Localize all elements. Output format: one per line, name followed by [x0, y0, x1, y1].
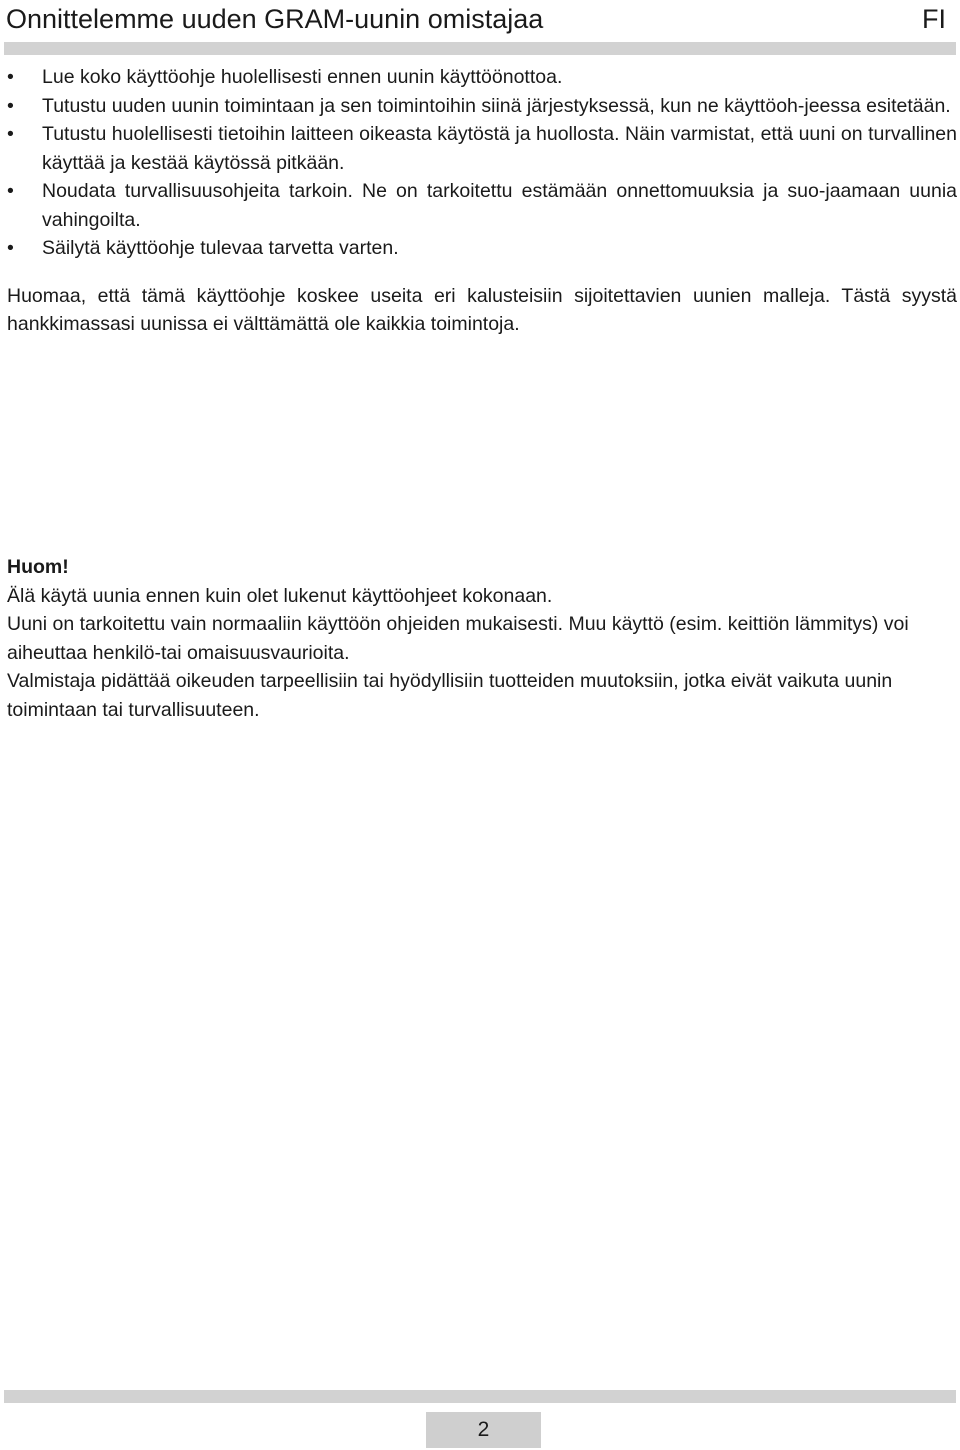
main-content: [7, 63, 957, 339]
bullet-marker: •: [7, 237, 14, 259]
list-item: [7, 177, 957, 234]
list-item-text: Säilytä käyttöohje tulevaa tarvetta varten.: [42, 237, 399, 259]
list-item: [7, 92, 957, 121]
page-header: [6, 0, 954, 38]
warning-line: Älä käytä uunia ennen kuin olet lukenut käyttöohjeet kokonaan.: [7, 584, 553, 607]
intro-list: [7, 63, 957, 263]
list-item-text: Tutustu huolellisesti tietoihin laitteen oikeasta käytöstä ja huollosta. Näin varmistat, että uuni on turvallinen käyttää ja kestää käytössä pitkään.: [42, 123, 957, 174]
warning-section: [7, 553, 947, 724]
list-item: [7, 120, 957, 177]
list-item-text: Noudata turvallisuusohjeita tarkoin. Ne on tarkoitettu estämään onnettomuuksia ja suo-jaamaan uunia vahingoilta.: [42, 180, 957, 231]
bullet-marker: •: [7, 123, 14, 145]
list-item: [7, 234, 957, 263]
bullet-marker: •: [7, 66, 14, 88]
header-divider-bar: [4, 42, 956, 55]
language-code: FI: [922, 4, 946, 34]
list-item-text: Lue koko käyttöohje huolellisesti ennen uunin käyttöönottoa.: [42, 66, 563, 88]
models-note: Huomaa, että tämä käyttöohje koskee useita eri kalusteisiin sijoitettavien uunien malleja. Tästä syystä hankkimassasi uunissa ei välttämättä ole kaikkia toimintoja.: [7, 284, 957, 335]
warning-line: Valmistaja pidättää oikeuden tarpeellisiin tai hyödyllisiin tuotteiden muutoksiin, jotka eivät vaikuta uunin toimintaan tai turvallisuuteen.: [7, 670, 893, 721]
bullet-marker: •: [7, 94, 14, 117]
warning-title: Huom!: [7, 556, 69, 578]
page-number: 2: [426, 1412, 541, 1448]
list-item: [7, 63, 957, 92]
list-item-text: Tutustu uuden uunin toimintaan ja sen toimintoihin siinä järjestyksessä, kun ne käyttöoh-jeessa esitetään.: [42, 94, 951, 117]
bullet-marker: •: [7, 180, 14, 202]
footer-divider-bar: [4, 1390, 956, 1403]
warning-line: Uuni on tarkoitettu vain normaaliin käyttöön ohjeiden mukaisesti. Muu käyttö (esim. keittiön lämmitys) voi aiheuttaa henkilö-tai omaisuusvaurioita.: [7, 613, 909, 664]
page-title: Onnittelemme uuden GRAM-uunin omistajaa: [6, 4, 544, 34]
